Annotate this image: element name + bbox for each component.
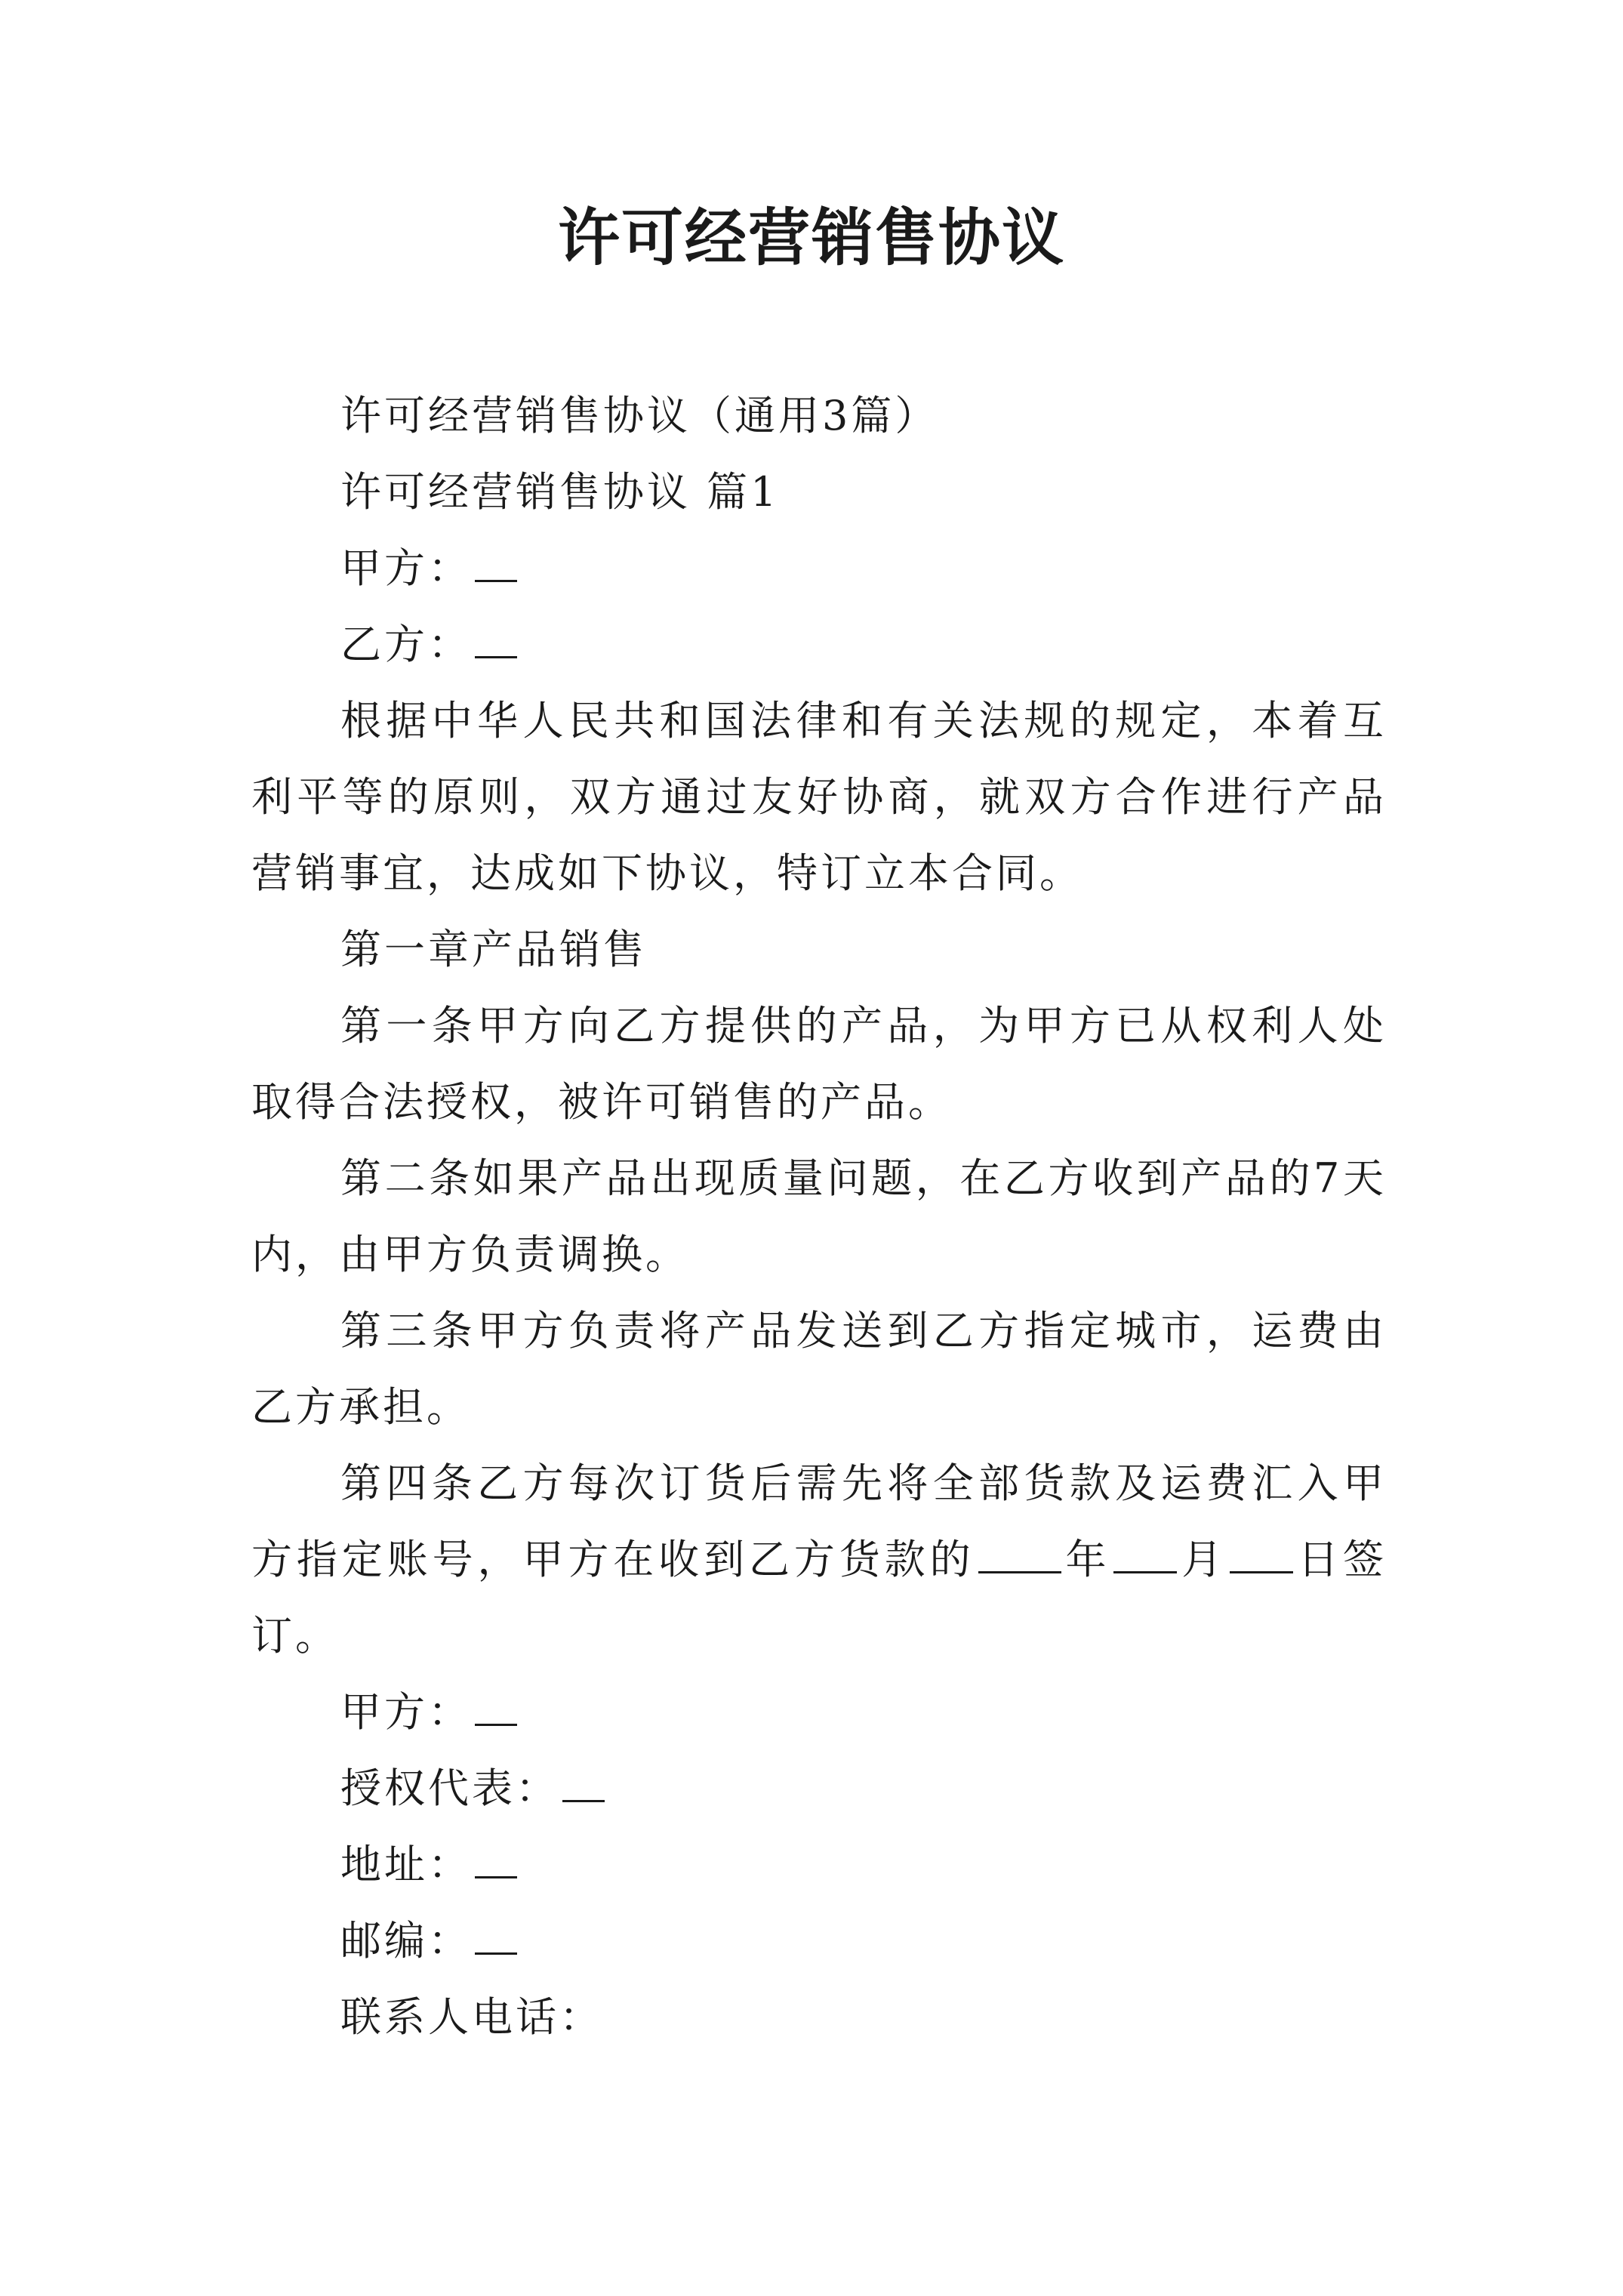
part-heading: 许可经营销售协议 篇1 — [340, 468, 780, 516]
day-blank — [1230, 1536, 1293, 1573]
sign-postcode-blank — [475, 1918, 517, 1955]
year-label: 年 — [1064, 1536, 1111, 1583]
part-heading-line — [251, 454, 1387, 530]
party-a-label: 甲方： — [340, 544, 472, 592]
article-4 — [251, 1445, 1387, 1674]
sign-postcode-line — [251, 1903, 1387, 1979]
subtitle-line — [251, 378, 1387, 454]
party-a-blank — [475, 545, 517, 582]
sign-address-label: 地址： — [340, 1841, 472, 1888]
day-label: 日 — [1296, 1536, 1344, 1583]
year-blank — [978, 1536, 1061, 1573]
party-b-line — [251, 606, 1387, 683]
party-b-label: 乙方： — [340, 621, 472, 668]
month-blank — [1113, 1536, 1177, 1573]
sign-postcode-label: 邮编： — [340, 1917, 472, 1965]
sign-rep-blank — [562, 1765, 605, 1802]
article-4-text: 第四条乙方每次订货后需先将全部货款及运费汇入甲方指定账号，甲方在收到乙方货款的 — [251, 1459, 1387, 1583]
party-a-line — [251, 530, 1387, 606]
article-1: 第一条甲方向乙方提供的产品，为甲方已从权利人处取得合法授权，被许可销售的产品。 — [251, 1002, 1387, 1126]
sign-party-a-line — [251, 1674, 1387, 1750]
article-3: 第三条甲方负责将产品发送到乙方指定城市，运费由乙方承担。 — [251, 1307, 1387, 1431]
article-2: 第二条如果产品出现质量问题，在乙方收到产品的7天内，由甲方负责调换。 — [251, 1154, 1387, 1278]
article-4-end: 签订。 — [251, 1536, 1387, 1660]
sign-party-a-label: 甲方： — [340, 1688, 472, 1736]
sign-address-blank — [475, 1841, 517, 1878]
sign-contact-label: 联系人电话： — [340, 1993, 603, 2041]
sign-contact-line — [251, 1979, 1387, 2055]
document-body — [251, 378, 1387, 2055]
sign-rep-label: 授权代表： — [340, 1764, 559, 1812]
sign-rep-line — [251, 1750, 1387, 1826]
sign-address-line — [251, 1826, 1387, 1903]
month-label: 月 — [1180, 1536, 1227, 1583]
chapter-heading: 第一章产品销售 — [340, 926, 647, 973]
document-title: 许可经营销售协议 — [557, 202, 1065, 274]
party-b-blank — [475, 621, 517, 658]
sign-party-a-blank — [475, 1689, 517, 1726]
subtitle: 许可经营销售协议（通用3篇） — [340, 392, 939, 439]
intro-paragraph: 根据中华人民共和国法律和有关法规的规定，本着互利平等的原则，双方通过友好协商，就双方合作进行产品营销事宜，达成如下协议，特订立本合同。 — [251, 697, 1387, 897]
